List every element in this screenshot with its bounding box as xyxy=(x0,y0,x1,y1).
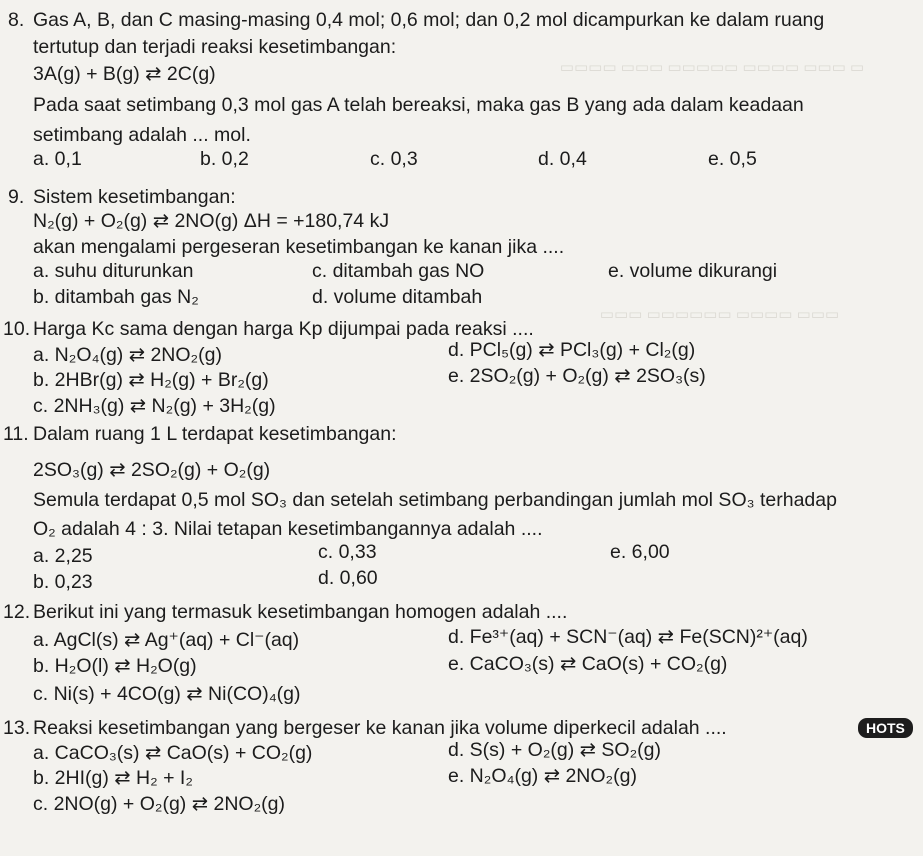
option-c[interactable]: c. Ni(s) + 4CO(g) ⇄ Ni(CO)₄(g) xyxy=(33,683,301,705)
question-text: Reaksi kesetimbangan yang bergeser ke kanan jika volume diperkecil adalah .... xyxy=(33,717,727,739)
question-number: 8. xyxy=(8,9,25,31)
option-d[interactable]: d. 0,60 xyxy=(318,567,378,589)
option-e[interactable]: e. 2SO₂(g) + O₂(g) ⇄ 2SO₃(s) xyxy=(448,365,706,387)
reaction-equation: N₂(g) + O₂(g) ⇄ 2NO(g) ΔH = +180,74 kJ xyxy=(33,210,390,232)
option-a[interactable]: a. N₂O₄(g) ⇄ 2NO₂(g) xyxy=(33,344,222,366)
question-number: 12. xyxy=(3,601,31,623)
question-number: 10. xyxy=(3,318,31,340)
option-b[interactable]: b. 0,2 xyxy=(200,148,249,170)
option-c[interactable]: c. ditambah gas NO xyxy=(312,260,485,282)
question-number: 11. xyxy=(3,423,29,445)
option-b[interactable]: b. H₂O(l) ⇄ H₂O(g) xyxy=(33,655,197,677)
option-c[interactable]: c. 0,3 xyxy=(370,148,418,170)
option-b[interactable]: b. 0,23 xyxy=(33,571,93,593)
option-e[interactable]: e. 6,00 xyxy=(610,541,670,563)
option-e[interactable]: e. volume dikurangi xyxy=(608,260,778,282)
question-text: setimbang adalah ... mol. xyxy=(33,124,251,146)
bleed-through-decoration: ▭ ▭▭▭ ▭▭▭▭ ▭▭▭▭▭ ▭▭▭ ▭▭▭▭ xyxy=(560,59,865,76)
question-text: Harga Kc sama dengan harga Kp dijumpai pada reaksi .... xyxy=(33,318,534,340)
option-a[interactable]: a. AgCl(s) ⇄ Ag⁺(aq) + Cl⁻(aq) xyxy=(33,629,300,651)
option-a[interactable]: a. CaCO₃(s) ⇄ CaO(s) + CO₂(g) xyxy=(33,742,313,764)
question-text: Dalam ruang 1 L terdapat kesetimbangan: xyxy=(33,423,397,445)
question-number: 13. xyxy=(3,717,31,739)
question-text: tertutup dan terjadi reaksi kesetimbangan: xyxy=(33,36,397,58)
question-text: Gas A, B, dan C masing-masing 0,4 mol; 0,6 mol; dan 0,2 mol dicampurkan ke dalam ruang xyxy=(33,9,825,31)
hots-badge: HOTS xyxy=(858,718,913,738)
option-d[interactable]: d. 0,4 xyxy=(538,148,587,170)
option-d[interactable]: d. PCl₅(g) ⇄ PCl₃(g) + Cl₂(g) xyxy=(448,339,696,361)
question-number: 9. xyxy=(8,186,25,208)
question-text: Pada saat setimbang 0,3 mol gas A telah bereaksi, maka gas B yang ada dalam keadaan xyxy=(33,94,804,116)
bleed-through-decoration: ▭▭▭ ▭▭▭▭ ▭▭▭▭▭▭ ▭▭▭ xyxy=(600,306,840,323)
reaction-equation: 3A(g) + B(g) ⇄ 2C(g) xyxy=(33,63,216,85)
option-b[interactable]: b. ditambah gas N₂ xyxy=(33,286,199,308)
option-a[interactable]: a. 0,1 xyxy=(33,148,82,170)
question-text: akan mengalami pergeseran kesetimbangan ke kanan jika .... xyxy=(33,236,565,258)
question-text: O₂ adalah 4 : 3. Nilai tetapan kesetimbangannya adalah .... xyxy=(33,518,543,540)
option-e[interactable]: e. CaCO₃(s) ⇄ CaO(s) + CO₂(g) xyxy=(448,653,728,675)
option-e[interactable]: e. N₂O₄(g) ⇄ 2NO₂(g) xyxy=(448,765,637,787)
option-a[interactable]: a. 2,25 xyxy=(33,545,93,567)
question-text: Sistem kesetimbangan: xyxy=(33,186,236,208)
option-b[interactable]: b. 2HI(g) ⇄ H₂ + I₂ xyxy=(33,767,193,789)
reaction-equation: 2SO₃(g) ⇄ 2SO₂(g) + O₂(g) xyxy=(33,459,271,481)
option-a[interactable]: a. suhu diturunkan xyxy=(33,260,194,282)
question-text: Semula terdapat 0,5 mol SO₃ dan setelah setimbang perbandingan jumlah mol SO₃ terhadap xyxy=(33,489,837,511)
option-c[interactable]: c. 2NH₃(g) ⇄ N₂(g) + 3H₂(g) xyxy=(33,395,276,417)
option-d[interactable]: d. volume ditambah xyxy=(312,286,483,308)
option-d[interactable]: d. Fe³⁺(aq) + SCN⁻(aq) ⇄ Fe(SCN)²⁺(aq) xyxy=(448,626,808,648)
option-e[interactable]: e. 0,5 xyxy=(708,148,757,170)
option-b[interactable]: b. 2HBr(g) ⇄ H₂(g) + Br₂(g) xyxy=(33,369,269,391)
question-text: Berikut ini yang termasuk kesetimbangan homogen adalah .... xyxy=(33,601,568,623)
option-c[interactable]: c. 2NO(g) + O₂(g) ⇄ 2NO₂(g) xyxy=(33,793,285,815)
option-c[interactable]: c. 0,33 xyxy=(318,541,377,563)
option-d[interactable]: d. S(s) + O₂(g) ⇄ SO₂(g) xyxy=(448,739,661,761)
